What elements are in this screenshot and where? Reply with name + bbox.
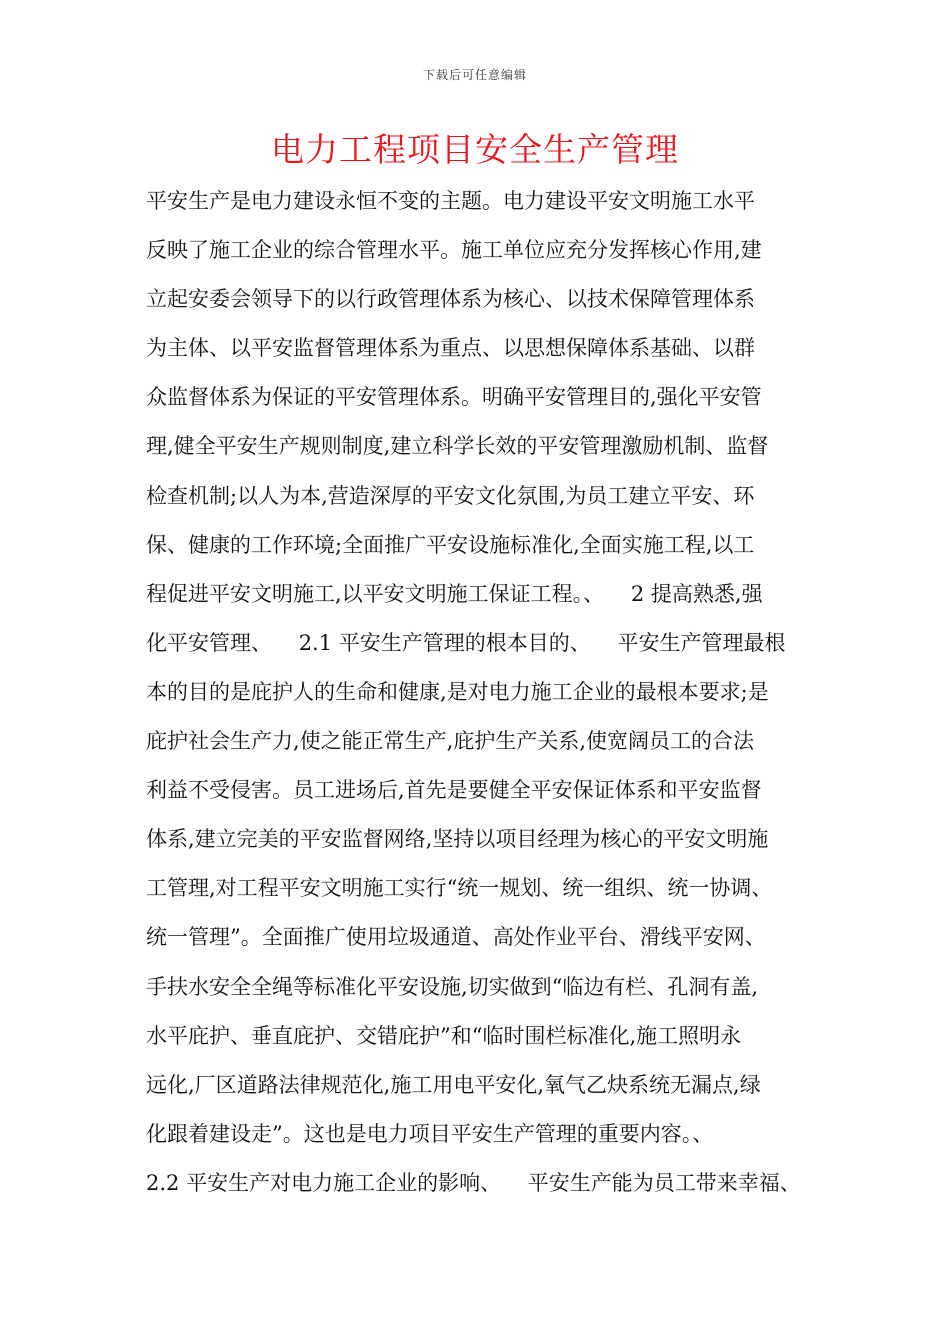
header-note: 下载后可任意编辑 [422,68,527,82]
body-line: 体系,建立完美的平安监督网络,坚持以项目经理为核心的平安文明施 [146,827,769,852]
body-line: 工管理,对工程平安文明施工实行“统一规划、统一组织、统一协调、 [146,876,773,901]
body-line: 理,健全平安生产规则制度,建立科学长效的平安管理激励机制、监督 [146,434,769,459]
body-line: 利益不受侵害。员工进场后,首先是要健全平安保证体系和平安监督 [146,778,762,803]
body-line: 程促进平安文明施工,以平安文明施工保证工程。、 2 提高熟悉,强 [146,581,763,606]
document-body [146,177,826,1208]
body-line: 化跟着建设走”。这也是电力项目平安生产管理的重要内容。、 [146,1121,714,1146]
document-title: 电力工程项目安全生产管理 [271,130,679,169]
body-line: 检查机制;以人为本,营造深厚的平安文化氛围,为员工建立平安、环 [146,483,755,508]
body-line: 平安生产是电力建设永恒不变的主题。电力建设平安文明施工水平 [146,189,755,213]
body-line: 手扶水安全全绳等标准化平安设施,切实做到“临边有栏、孔洞有盖, [146,974,759,999]
body-line: 为主体、以平安监督管理体系为重点、以思想保障体系基础、以群 [146,336,755,361]
body-line: 统一管理”。全面推广使用垃圾通道、高处作业平台、滑线平安网、 [146,925,766,950]
body-line: 庇护社会生产力,使之能正常生产,庇护生产关系,使宽阔员工的合法 [146,729,755,754]
body-line: 本的目的是庇护人的生命和健康,是对电力施工企业的最根本要求;是 [146,679,769,704]
body-line: 众监督体系为保证的平安管理体系。明确平安管理目的,强化平安管 [146,385,762,410]
body-line: 保、健康的工作环境;全面推广平安设施标准化,全面实施工程,以工 [146,532,755,557]
body-line: 水平庇护、垂直庇护、交错庇护”和“临时围栏标准化,施工照明永 [146,1023,742,1048]
body-line: 化平安管理、 2.1 平安生产管理的根本目的、 平安生产管理最根 [146,630,786,655]
body-line: 2.2 平安生产对电力施工企业的影响、 平安生产能为员工带来幸福、 [146,1170,801,1195]
body-line: 反映了施工企业的综合管理水平。施工单位应充分发挥核心作用,建 [146,238,762,263]
body-line: 立起安委会领导下的以行政管理体系为核心、以技术保障管理体系 [146,287,755,312]
body-line: 远化,厂区道路法律规范化,施工用电平安化,氧气乙炔系统无漏点,绿 [146,1072,761,1097]
